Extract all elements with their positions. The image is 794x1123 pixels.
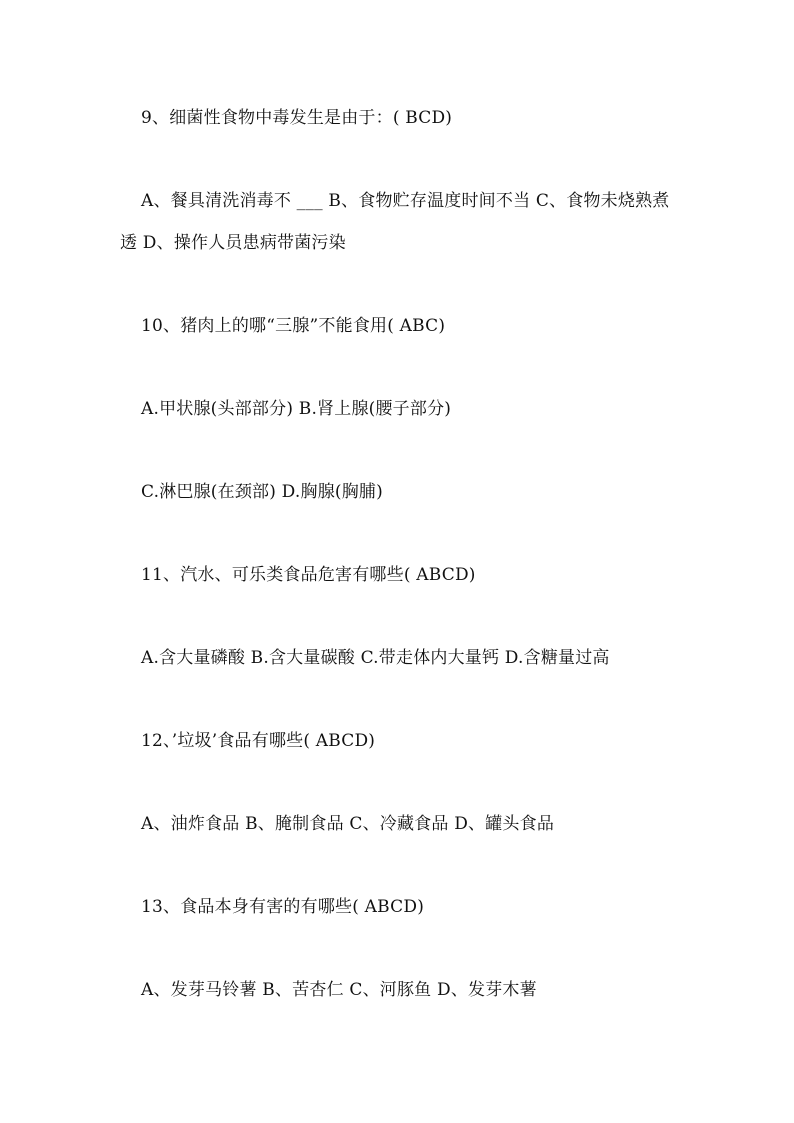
question-11-options: A.含大量磷酸 B.含大量碳酸 C.带走体内大量钙 D.含糖量过高: [141, 648, 610, 668]
question-9: 9、细菌性食物中毒发生是由于：( BCD): [141, 108, 453, 128]
question-11: 11、汽水、可乐类食品危害有哪些( ABCD): [141, 565, 476, 585]
question-12: 12、’垃圾’食品有哪些( ABCD): [141, 731, 376, 751]
question-9-options: A、餐具清洗消毒不 ___ B、食物贮存温度时间不当 C、食物未烧熟煮透 D、操作人员患病带菌污染: [120, 191, 670, 253]
question-10-options-ab: A.甲状腺(头部部分) B.肾上腺(腰子部分): [141, 399, 452, 419]
question-10-options-cd: C.淋巴腺(在颈部) D.胸腺(胸脯): [141, 482, 383, 502]
question-12-options: A、油炸食品 B、腌制食品 C、冷藏食品 D、罐头食品: [141, 814, 555, 834]
question-10: 10、猪肉上的哪“三腺”不能食用( ABC): [141, 316, 446, 336]
question-13: 13、食品本身有害的有哪些( ABCD): [141, 897, 425, 917]
question-13-options: A、发芽马铃薯 B、苦杏仁 C、河豚鱼 D、发芽木薯: [141, 980, 537, 1000]
